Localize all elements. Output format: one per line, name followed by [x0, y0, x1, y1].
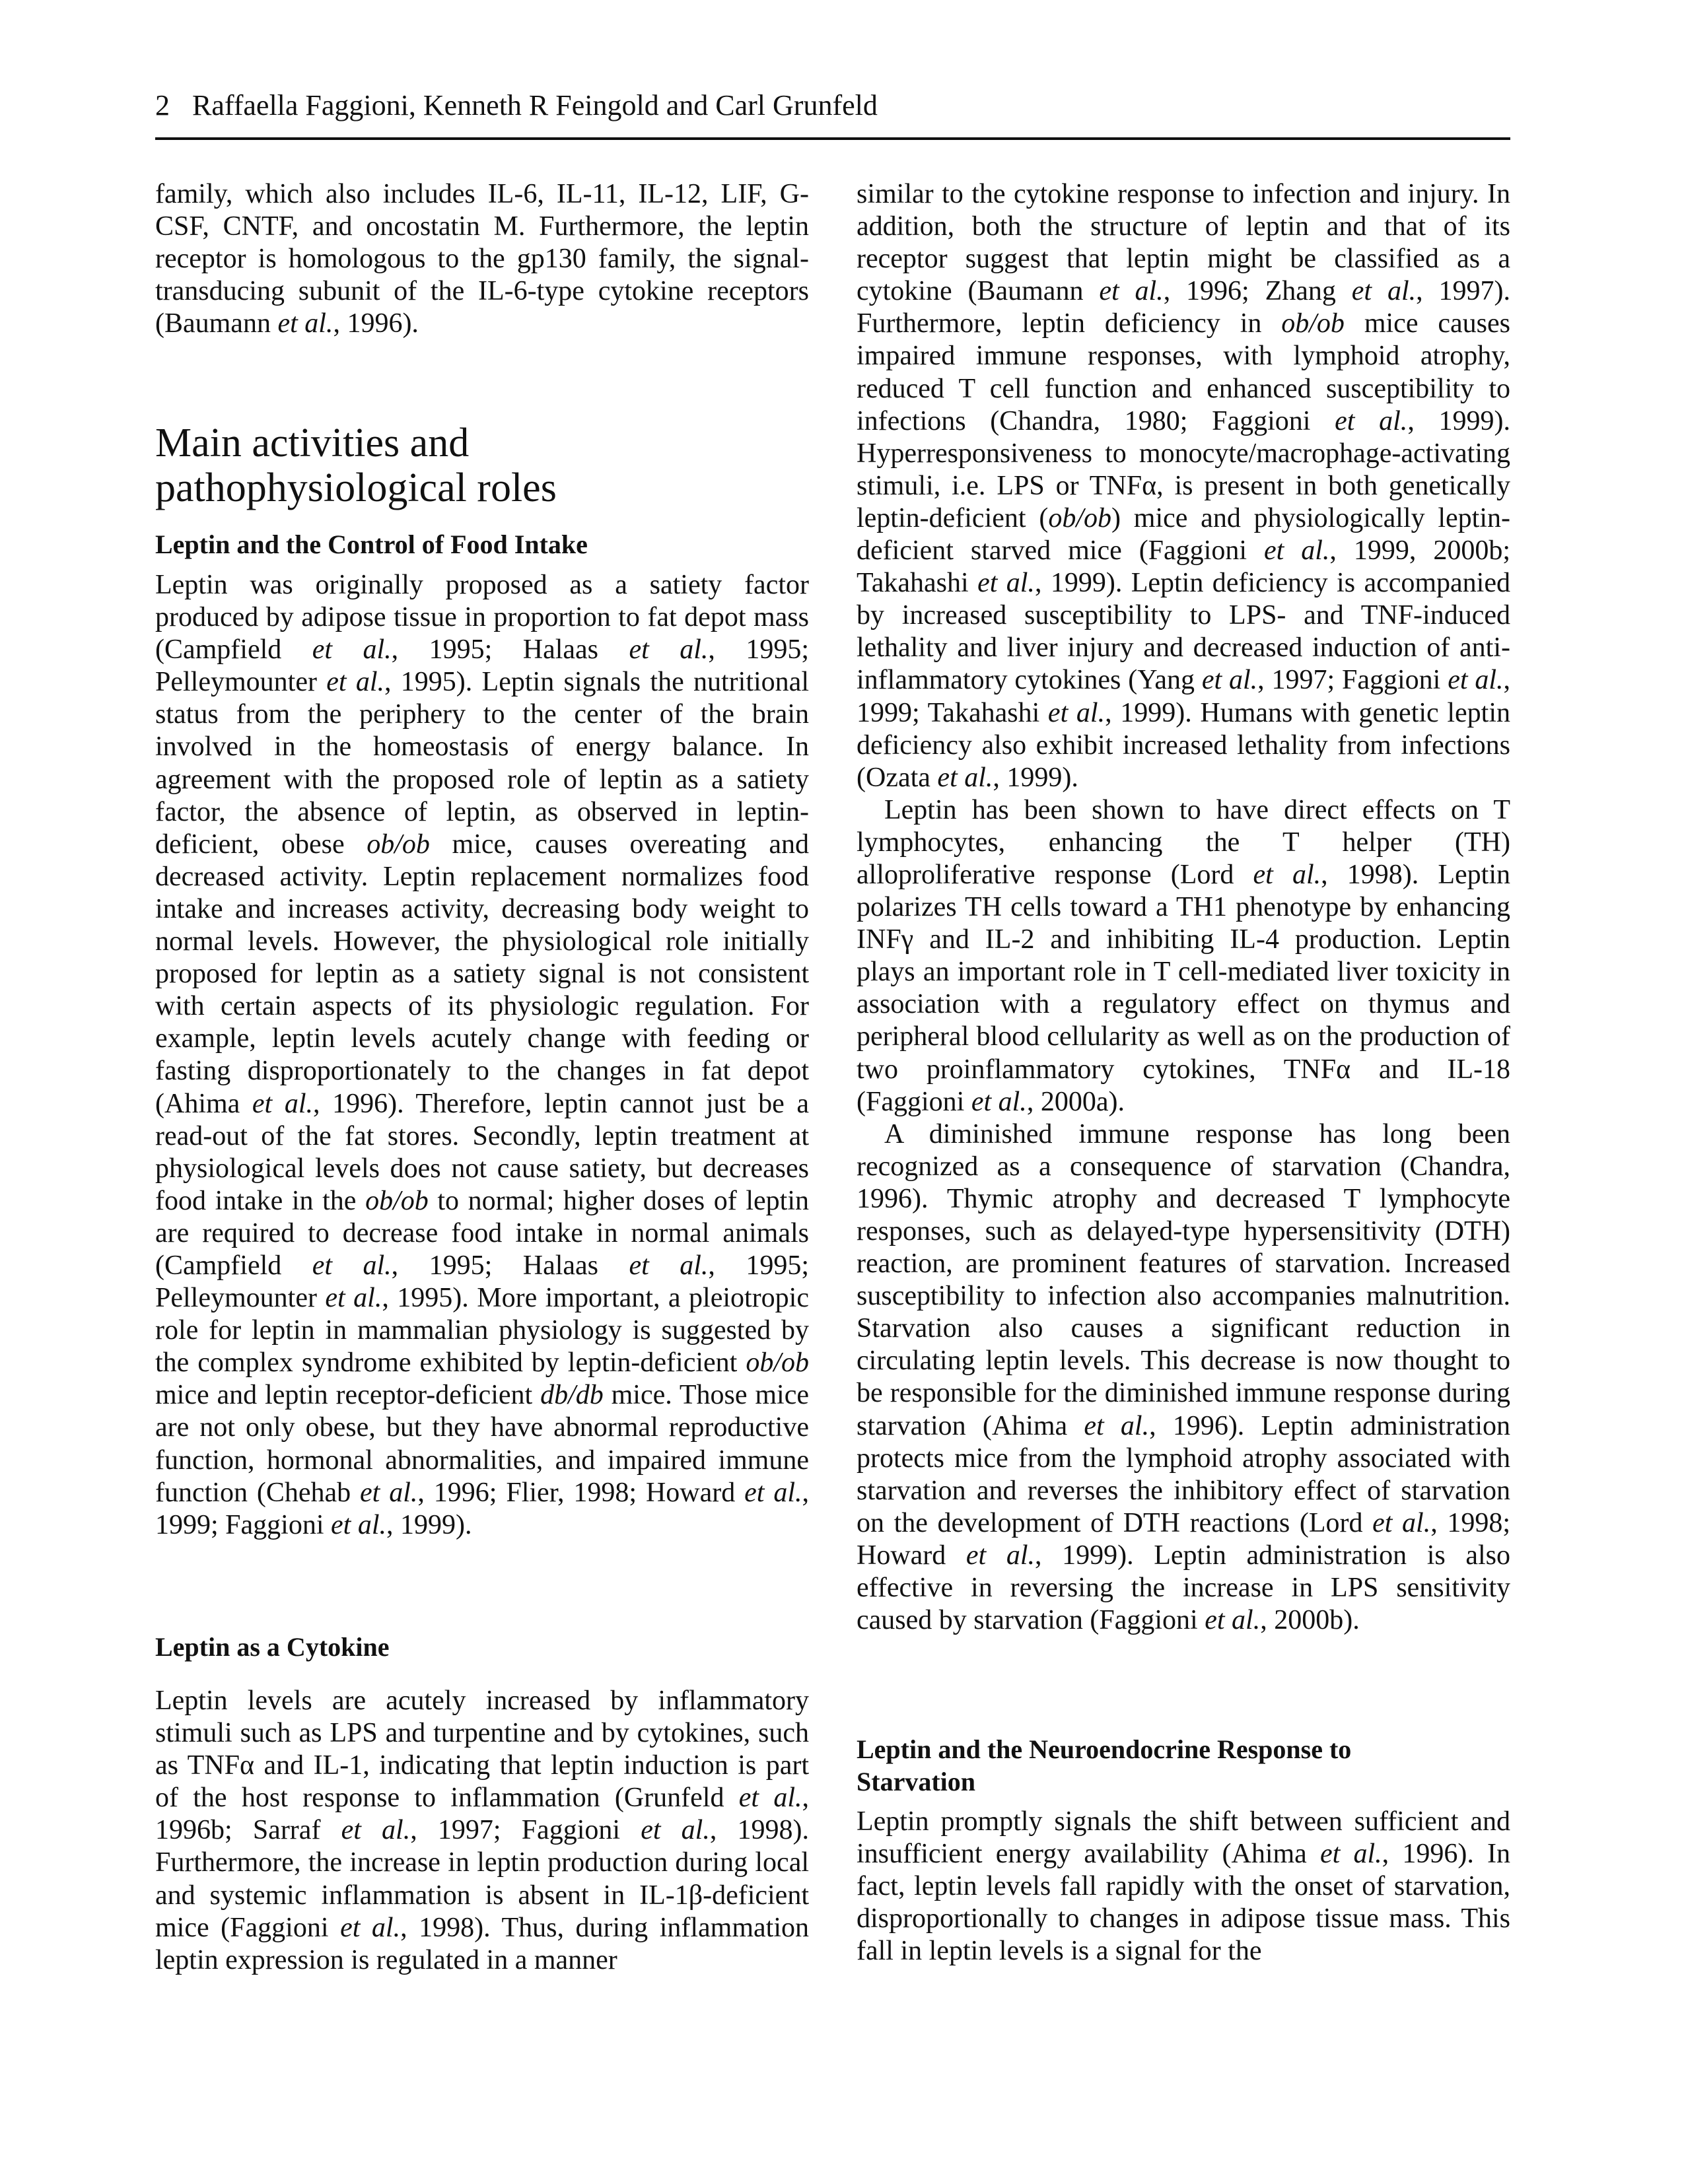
italic-text: et al.	[326, 667, 384, 698]
food-intake-body	[155, 569, 809, 1542]
subsection-title: Leptin and the Neuroendocrine Response to Starvation	[857, 1734, 1352, 1796]
italic-text: et al.	[977, 568, 1035, 599]
italic-text: et al.	[360, 1477, 418, 1508]
text-run: , 1997; Faggioni	[1257, 665, 1448, 696]
text-run: , 1996). In fact, leptin levels fall rapidly with the onset of starvation, disproportionally to changes in adipose tissue mass. This fall in leptin levels is a signal for the	[857, 1839, 1511, 1967]
text-run: , 1995). Leptin signals the nutritional status from the periphery to the center of the brain involved in the homeostasis of energy balance. In agreement with the proposed role of leptin as a satiety factor, the absence of leptin, as observed in leptin-deficient, obese	[155, 667, 809, 860]
text-run: , 1995; Pelleymounter	[155, 1250, 810, 1314]
italic-text: et al.	[1205, 1605, 1261, 1636]
text-run: ) mice and physiologically leptin-deficient starved mice (Faggioni	[857, 502, 1510, 566]
italic-text: et al.	[252, 1088, 313, 1119]
paragraph	[857, 794, 1510, 1118]
cytokine-body	[155, 1685, 809, 1977]
subsection-title: Leptin and the Control of Food Intake	[155, 529, 588, 559]
italic-text: et al.	[971, 1086, 1027, 1117]
text-run: Leptin was originally proposed as a satiety factor produced by adipose tissue in proportion to fat depot mass (Campfield	[155, 570, 809, 665]
text-run: , 1996b; Sarraf	[155, 1783, 810, 1846]
text-run: family, which also includes IL-6, IL-11, IL-12, LIF, G-CSF, CNTF, and oncostatin M. Furthermore, the leptin receptor is homologous to the gp130 family, the signal-transducing subunit of the IL-6-type cytokine receptors (Baumann	[155, 179, 809, 339]
italic-text: ob/ob	[365, 1185, 429, 1216]
text-run: , 1996; Flier, 1998; Howard	[417, 1477, 745, 1508]
italic-text: et al.	[641, 1815, 710, 1846]
italic-text: et al.	[1263, 535, 1330, 566]
text-run: , 1999). Leptin deficiency is accompanied by increased susceptibility to LPS- and TNF-induced lethality and liver injury and decreased induction of anti-inflammatory cytokines (Yang	[857, 568, 1510, 696]
italic-text: et al.	[965, 1540, 1035, 1571]
section-heading-block	[155, 421, 809, 510]
text-run: , 1995; Halaas	[391, 634, 629, 665]
text-run: , 1999, 2000b; Takahashi	[857, 535, 1510, 599]
text-run: Leptin has been shown to have direct effects on T lymphocytes, enhancing the T helper (TH) alloproliferative response (Lord	[857, 794, 1510, 890]
italic-text: et al.	[1201, 665, 1258, 696]
paragraph	[155, 178, 809, 340]
text-run: , 1999; Faggioni	[155, 1477, 809, 1540]
paragraph	[155, 569, 809, 1542]
italic-text: et al.	[1084, 1410, 1150, 1441]
italic-text: et al.	[312, 1250, 392, 1281]
text-run: , 1998). Thus, during inflammation leptin expression is regulated in a manner	[155, 1912, 809, 1975]
text-run: , 1996). Leptin administration protects mice from the lymphoid atrophy associated with starvation and reverses the inhibitory effect of starvation on the development of DTH reactions (Lord	[857, 1410, 1511, 1538]
running-header	[155, 87, 878, 124]
text-run: , 1999). Leptin administration is also effective in reversing the increase in LPS sensitivity caused by starvation (Faggioni	[857, 1540, 1510, 1636]
italic-text: ob/ob	[746, 1348, 809, 1379]
text-run: , 1995; Halaas	[391, 1250, 629, 1281]
italic-text: ob/ob	[1281, 308, 1345, 339]
text-run: , 1995; Pelleymounter	[155, 634, 810, 698]
section-title: Main activities and pathophysiological roles	[155, 421, 557, 510]
page-number: 2	[155, 89, 170, 121]
italic-text: ob/ob	[1048, 502, 1111, 533]
text-run: , 1998). Leptin polarizes TH cells toward a TH1 phenotype by enhancing INFγ and IL-2 and inhibiting IL-4 production. Leptin plays an important role in T cell-mediated liver toxicity in association with a regulatory effect on thymus and peripheral blood cellularity as well as on the production of two proinflammatory cytokines, TNFα and IL-18 (Faggioni	[857, 859, 1510, 1117]
text-run: , 1997; Faggioni	[410, 1815, 641, 1846]
text-run: mice, causes overeating and decreased activity. Leptin replacement normalizes food intake and increases activity, decreasing body weight to normal levels. However, the physiological role initially proposed for leptin as a satiety signal is not consistent with certain aspects of its physiologic regulation. For example, leptin levels acutely change with feeding or fasting disproportionately to the changes in fat depot (Ahima	[155, 829, 809, 1119]
text-run: , 1999).	[993, 762, 1078, 793]
left-column-intro	[155, 178, 809, 340]
text-run: , 1997). Furthermore, leptin deficiency in	[857, 276, 1510, 339]
text-run: , 1998; Howard	[857, 1507, 1511, 1571]
text-run: , 1996; Zhang	[1163, 276, 1352, 307]
header-rule	[155, 137, 1510, 140]
text-run: mice. Those mice are not only obese, but they have abnormal reproductive function, hormonal abnormalities, and impaired immune function (Chehab	[155, 1380, 809, 1508]
text-run: , 2000a).	[1026, 1086, 1125, 1117]
italic-text: et al.	[744, 1477, 802, 1508]
italic-text: et al.	[1099, 276, 1164, 307]
author-line: Raffaella Faggioni, Kenneth R Feingold and Carl Grunfeld	[192, 89, 878, 121]
subsection-food-intake	[155, 528, 809, 561]
paragraph	[857, 1806, 1510, 1967]
text-run: Leptin promptly signals the shift between sufficient and insufficient energy availability (Ahima	[857, 1806, 1510, 1870]
right-column-body	[857, 178, 1510, 1637]
paragraph	[155, 1685, 809, 1977]
italic-text: et al.	[629, 634, 709, 665]
italic-text: et al.	[340, 1912, 401, 1943]
italic-text: et al.	[1448, 665, 1504, 696]
italic-text: et al.	[1372, 1507, 1431, 1538]
text-run: similar to the cytokine response to infection and injury. In addition, both the structure of leptin and that of its receptor suggest that leptin might be classified as a cytokine (Baumann	[857, 179, 1510, 307]
italic-text: ob/ob	[367, 829, 430, 860]
text-run: , 1999; Takahashi	[857, 665, 1511, 728]
italic-text: et al.	[331, 1509, 386, 1540]
italic-text: et al.	[312, 634, 392, 665]
paragraph	[857, 178, 1510, 794]
subsection-title: Leptin as a Cytokine	[155, 1632, 390, 1662]
italic-text: et al.	[1320, 1839, 1382, 1870]
neuroendocrine-body	[857, 1806, 1510, 1967]
text-run: , 1996).	[333, 308, 419, 339]
text-run: to normal; higher doses of leptin are required to decrease food intake in normal animals (Campfield	[155, 1185, 809, 1281]
text-run: , 1999).	[386, 1509, 472, 1540]
text-run: A diminished immune response has long been recognized as a consequence of starvation (Chandra, 1996). Thymic atrophy and decreased T lymphocyte responses, such as delayed-type hypersensitivity (DTH) reaction, are prominent features of starvation. Increased susceptibility to infection also accompanies malnutrition. Starvation also causes a significant reduction in circulating leptin levels. This decrease is now thought to be responsible for the diminished immune response during starvation (Ahima	[857, 1118, 1510, 1441]
subsection-neuroendocrine	[857, 1733, 1510, 1798]
italic-text: et al.	[1047, 697, 1105, 728]
italic-text: et al.	[1253, 859, 1321, 890]
text-run: mice and leptin receptor-deficient	[155, 1380, 541, 1411]
text-run: , 1999). Humans with genetic leptin deficiency also exhibit increased lethality from infections (Ozata	[857, 697, 1510, 793]
text-run: , 1999). Hyperresponsiveness to monocyte/macrophage-activating stimuli, i.e. LPS or TNFα, is present in both genetically leptin-deficient (	[857, 405, 1510, 533]
italic-text: et al.	[1351, 276, 1417, 307]
text-run: , 1998). Furthermore, the increase in leptin production during local and systemic inflammation is absent in IL-1β-deficient mice (Faggioni	[155, 1815, 809, 1943]
text-run: , 1995). More important, a pleiotropic role for leptin in mammalian physiology is suggested by the complex syndrome exhibited by leptin-deficient	[155, 1283, 809, 1379]
italic-text: et al.	[937, 762, 993, 793]
italic-text: et al.	[1335, 405, 1408, 436]
text-run: , 2000b).	[1260, 1605, 1360, 1636]
italic-text: et al.	[738, 1783, 802, 1814]
italic-text: et al.	[341, 1815, 411, 1846]
italic-text: db/db	[540, 1380, 604, 1411]
paragraph	[857, 1118, 1510, 1637]
italic-text: et al.	[629, 1250, 709, 1281]
text-run: Leptin levels are acutely increased by inflammatory stimuli such as LPS and turpentine and by cytokines, such as TNFα and IL-1, indicating that leptin induction is part of the host response to inflammation (Grunfeld	[155, 1686, 809, 1814]
italic-text: et al.	[325, 1283, 382, 1314]
italic-text: et al.	[277, 308, 333, 339]
subsection-cytokine	[155, 1631, 809, 1663]
text-run: , 1996). Therefore, leptin cannot just be a read-out of the fat stores. Secondly, leptin treatment at physiological levels does not cause satiety, but decreases food intake in the	[155, 1088, 809, 1216]
text-run: mice causes impaired immune responses, with lymphoid atrophy, reduced T cell function and enhanced susceptibility to infections (Chandra, 1980; Faggioni	[857, 308, 1510, 436]
